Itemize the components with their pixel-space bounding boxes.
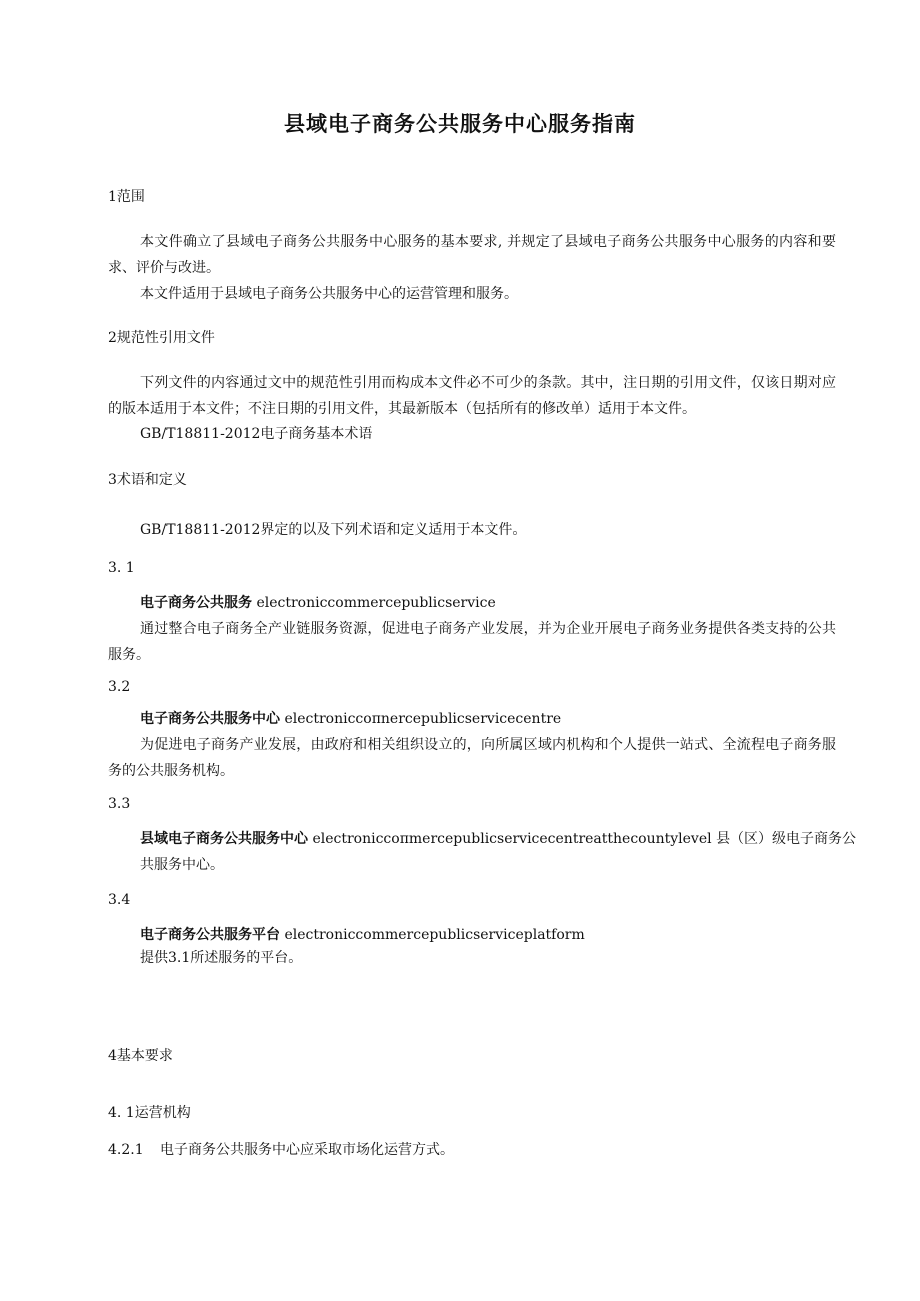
term-3-1 (140, 590, 496, 616)
term-3-3 (140, 826, 856, 852)
section-heading-normative-references: 2规范性引用文件 (108, 330, 215, 346)
term-3-2-chinese: 电子商务公共服务中心 (140, 711, 280, 727)
terms-intro-paragraph: GB/T18811-2012界定的以及下列术语和定义适用于本文件。 (140, 522, 527, 538)
page-title: 县域电子商务公共服务中心服务指南 (284, 112, 636, 136)
term-number-3-3: 3.3 (108, 796, 131, 812)
term-3-3-definition-start: 县（区）级电子商务公 (716, 831, 857, 847)
term-3-4-chinese: 电子商务公共服务平台 (140, 927, 280, 943)
term-3-4-english: electroniccommercepublicserviceplatform (284, 927, 585, 943)
term-3-3-chinese: 县域电子商务公共服务中心 (140, 831, 308, 847)
subsection-heading-4-1: 4. 1运营机构 (108, 1105, 191, 1121)
clause-4-2-1-number: 4.2.1 (108, 1142, 144, 1158)
term-3-1-definition: 通过整合电子商务全产业链服务资源，促进电子商务产业发展，并为企业开展电子商务业务提供各类支持的公共服务。 (108, 621, 836, 663)
term-3-1-english: electroniccommercepublicservice (256, 595, 496, 611)
term-3-3-english: electroniccoπmercepublicservicecentreatthecountylevel (312, 831, 712, 847)
normref-standard-reference: GB/T18811-2012电子商务基本术语 (140, 426, 373, 442)
term-3-2 (140, 706, 561, 732)
clause-4-2-1-text: 电子商务公共服务中心应采取市场化运营方式。 (160, 1142, 454, 1158)
scope-paragraph-1: 本文件确立了县域电子商务公共服务中心服务的基本要求, 并规定了县域电子商务公共服务中心服务的内容和要求、评价与改进。 (108, 234, 836, 276)
section-heading-terms: 3术语和定义 (108, 472, 187, 488)
term-3-4-definition: 提供3.1所述服务的平台。 (140, 950, 303, 966)
term-number-3-1: 3. 1 (108, 560, 135, 576)
term-3-2-definition: 为促进电子商务产业发展，由政府和相关组织设立的，向所属区域内机构和个人提供一站式、全流程电子商务服务的公共服务机构。 (108, 737, 836, 779)
normref-paragraph-1: 下列文件的内容通过文中的规范性引用而构成本文件必不可少的条款。其中，注日期的引用文件，仅该日期对应的版本适用于本文件；不注日期的引用文件，其最新版本（包括所有的修改单）适用于本文件。 (108, 375, 836, 417)
term-3-1-chinese: 电子商务公共服务 (140, 595, 252, 611)
section-heading-basic-requirements: 4基本要求 (108, 1048, 173, 1064)
term-3-2-english: electroniccoπnercepublicservicecentre (284, 711, 562, 727)
term-number-3-2: 3.2 (108, 679, 131, 695)
section-heading-scope: 1范围 (108, 189, 145, 205)
term-3-3-definition-end: 共服务中心。 (140, 857, 224, 873)
scope-paragraph-2: 本文件适用于县域电子商务公共服务中心的运营管理和服务。 (140, 286, 518, 302)
term-number-3-4: 3.4 (108, 892, 131, 908)
